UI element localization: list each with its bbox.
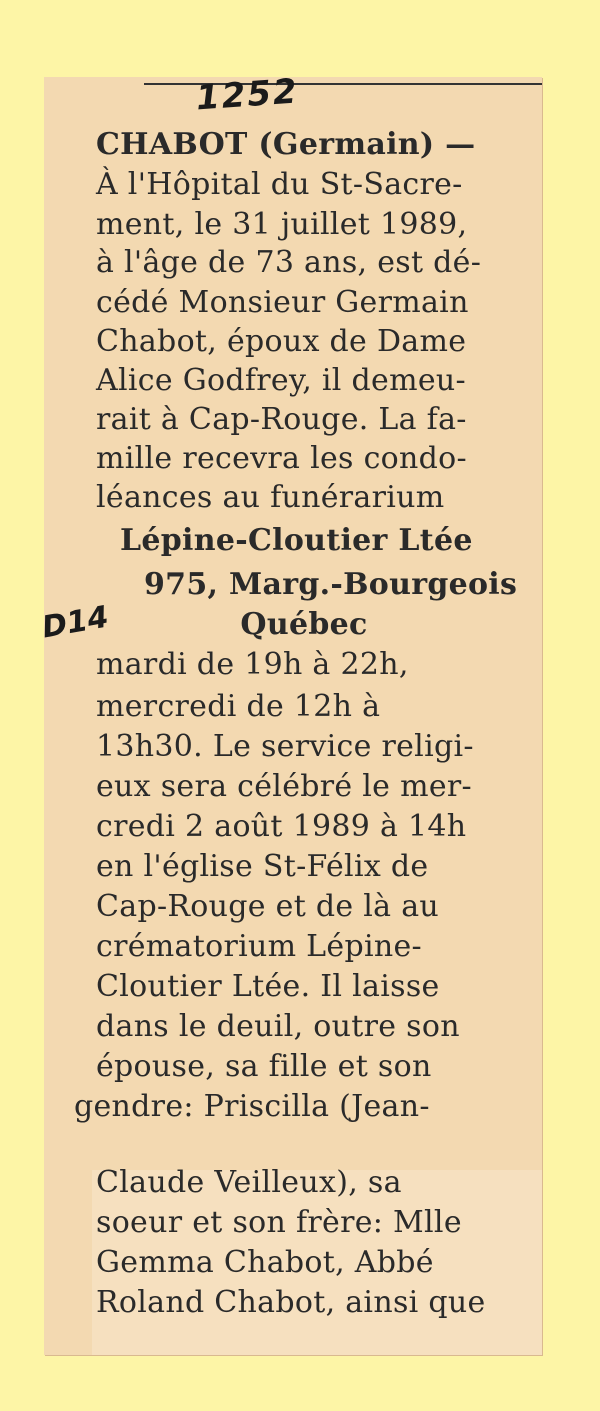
funeral-home-city: Québec	[240, 607, 368, 642]
obituary-line: Chabot, époux de Dame	[96, 324, 467, 359]
obituary-line: Alice Godfrey, il demeu-	[96, 363, 466, 398]
handwritten-number: 1252	[194, 71, 300, 119]
obituary-line: cédé Monsieur Germain	[96, 285, 469, 320]
obituary-line: soeur et son frère: Mlle	[96, 1205, 462, 1240]
obituary-line: en l'église St-Félix de	[96, 849, 429, 884]
obituary-line: Gemma Chabot, Abbé	[96, 1245, 434, 1280]
obituary-heading: CHABOT (Germain) —	[96, 127, 476, 162]
obituary-line: 13h30. Le service religi-	[96, 729, 474, 764]
obituary-line: léances au funérarium	[96, 480, 445, 515]
obituary-line: mercredi de 12h à	[96, 689, 381, 724]
obituary-line: rait à Cap-Rouge. La fa-	[96, 402, 467, 437]
obituary-line: Roland Chabot, ainsi que	[96, 1285, 486, 1320]
obituary-clipping	[39, 71, 542, 1355]
obituary-line: épouse, sa fille et son	[96, 1049, 432, 1084]
obituary-line: gendre: Priscilla (Jean-	[74, 1089, 430, 1124]
obituary-line: credi 2 août 1989 à 14h	[96, 809, 467, 844]
funeral-home-name: Lépine-Cloutier Ltée	[120, 523, 473, 558]
obituary-line: crématorium Lépine-	[96, 929, 422, 964]
obituary-line: à l'âge de 73 ans, est dé-	[96, 245, 482, 280]
obituary-line: Claude Veilleux), sa	[96, 1165, 402, 1200]
obituary-line: dans le deuil, outre son	[96, 1009, 460, 1044]
handwritten-code: D14	[39, 599, 112, 646]
obituary-line: ment, le 31 juillet 1989,	[96, 207, 468, 242]
obituary-line: eux sera célébré le mer-	[96, 769, 472, 804]
obituary-line: Cloutier Ltée. Il laisse	[96, 969, 440, 1004]
funeral-home-address: 975, Marg.-Bourgeois	[144, 567, 518, 602]
obituary-line: mardi de 19h à 22h,	[96, 647, 409, 682]
obituary-line: mille recevra les condo-	[96, 441, 467, 476]
obituary-line: À l'Hôpital du St-Sacre-	[96, 167, 463, 202]
obituary-line: Cap-Rouge et de là au	[96, 889, 440, 924]
